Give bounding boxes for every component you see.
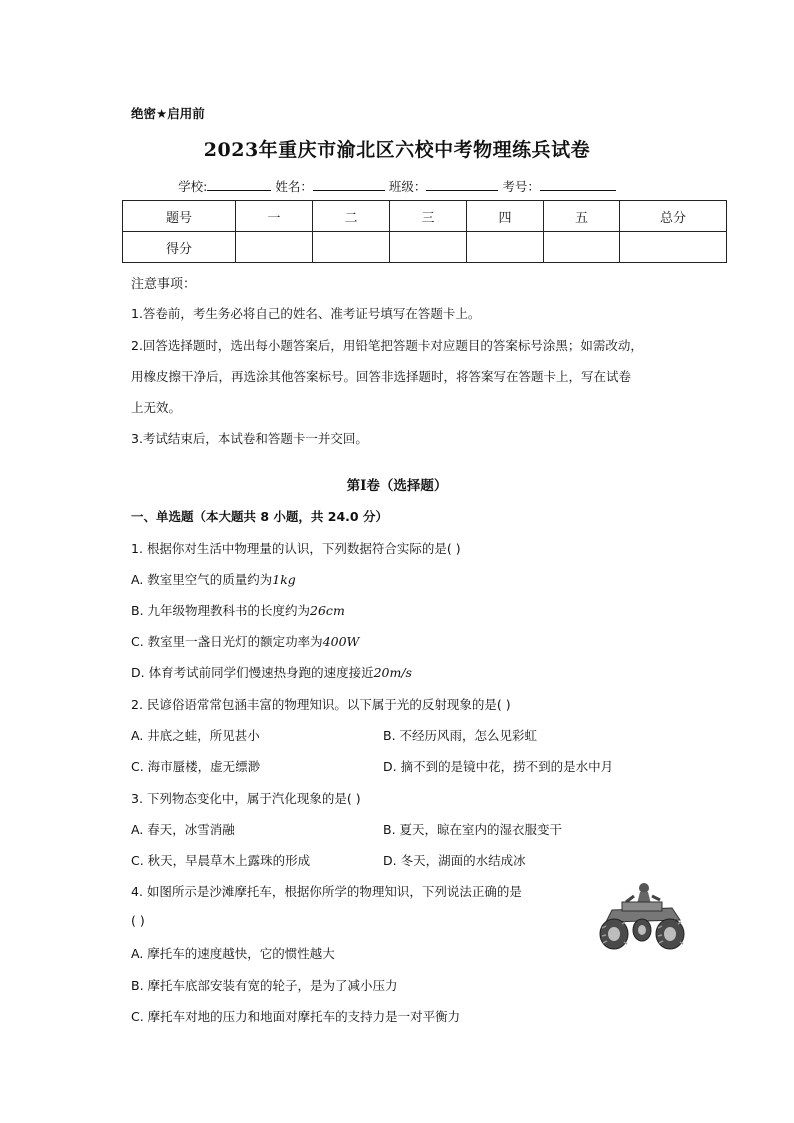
notes-title: 注意事项： — [131, 277, 197, 292]
score-table — [122, 200, 727, 263]
exam-number-label: 考号： — [502, 179, 540, 194]
table-cell: 五 — [544, 201, 620, 232]
option-a[interactable]: A. 摩托车的速度越快，它的惯性越大 — [131, 946, 335, 961]
question-stem: 2. 民谚俗语常常包涵丰富的物理知识。以下属于光的反射现象的是( ) — [131, 697, 511, 712]
confidential-mark: 绝密★启用前 — [131, 106, 205, 121]
table-cell: 总分 — [620, 201, 727, 232]
question-group-title: 一、单选题（本大题共 8 小题，共 24.0 分） — [131, 509, 388, 524]
class-blank[interactable] — [426, 178, 498, 191]
question-stem-continued: ( ) — [131, 913, 145, 928]
option-text: B. 九年级物理教科书的长度约为 — [131, 603, 311, 618]
name-blank[interactable] — [313, 178, 385, 191]
option-c[interactable] — [131, 632, 359, 650]
score-cell[interactable] — [236, 232, 313, 263]
question-stem: 3. 下列物态变化中，属于汽化现象的是( ) — [131, 791, 361, 806]
school-blank[interactable] — [207, 178, 271, 191]
option-d[interactable]: D. 冬天，湖面的水结成冰 — [383, 853, 526, 868]
score-cell[interactable] — [620, 232, 727, 263]
score-cell[interactable] — [313, 232, 390, 263]
question-stem: 1. 根据你对生活中物理量的认识，下列数据符合实际的是( ) — [131, 541, 461, 556]
option-b[interactable]: B. 不经历风雨，怎么见彩虹 — [383, 728, 538, 743]
option-text: A. 教室里空气的质量约为 — [131, 572, 273, 587]
option-value: 1kg — [272, 572, 296, 587]
option-c[interactable]: C. 秋天，早晨草木上露珠的形成 — [131, 853, 311, 868]
option-d[interactable]: D. 摘不到的是镜中花，捞不到的是水中月 — [383, 759, 614, 774]
note-line: 2.回答选择题时，选出每小题答案后，用铅笔把答题卡对应题目的答案标号涂黑；如需改动， — [131, 338, 643, 353]
school-label: 学校: — [178, 179, 208, 194]
question-stem: 4. 如图所示是沙滩摩托车，根据你所学的物理知识，下列说法正确的是 — [131, 884, 522, 899]
option-b[interactable] — [131, 601, 345, 619]
option-value: 26cm — [310, 603, 345, 618]
option-text: C. 教室里一盏日光灯的额定功率为 — [131, 634, 323, 649]
option-value: 20m/s — [373, 665, 412, 680]
option-a[interactable]: A. 春天，冰雪消融 — [131, 822, 235, 837]
option-value: 400W — [322, 634, 360, 649]
option-d[interactable] — [131, 663, 412, 681]
option-a[interactable] — [131, 570, 296, 588]
table-cell: 题号 — [123, 201, 236, 232]
score-table-score-row — [123, 232, 727, 263]
score-cell[interactable] — [467, 232, 544, 263]
table-cell: 得分 — [123, 232, 236, 263]
option-text: D. 体育考试前同学们慢速热身跑的速度接近 — [131, 665, 374, 680]
table-cell: 二 — [313, 201, 390, 232]
option-b[interactable]: B. 夏天，晾在室内的湿衣服变干 — [383, 822, 563, 837]
table-cell: 四 — [467, 201, 544, 232]
table-cell: 三 — [390, 201, 467, 232]
class-label: 班级： — [388, 179, 427, 194]
name-label: 姓名： — [275, 179, 313, 194]
note-line: 1.答卷前，考生务必将自己的姓名、准考证号填写在答题卡上。 — [131, 306, 481, 321]
student-info-line — [0, 177, 794, 195]
score-cell[interactable] — [544, 232, 620, 263]
option-b[interactable]: B. 摩托车底部安装有宽的轮子，是为了减小压力 — [131, 978, 398, 993]
beach-motorcycle-image — [594, 880, 690, 952]
note-line: 3.考试结束后，本试卷和答题卡一并交回。 — [131, 431, 368, 446]
section-title: 第Ⅰ卷（选择题） — [346, 478, 448, 494]
exam-number-blank[interactable] — [540, 178, 616, 191]
score-cell[interactable] — [390, 232, 467, 263]
option-a[interactable]: A. 井底之蛙，所见甚小 — [131, 728, 260, 743]
table-cell: 一 — [236, 201, 313, 232]
option-c[interactable]: C. 海市蜃楼，虚无缥渺 — [131, 759, 261, 774]
exam-title: 2023年重庆市渝北区六校中考物理练兵试卷 — [203, 139, 591, 161]
note-line: 用橡皮擦干净后，再选涂其他答案标号。回答非选择题时，将答案写在答题卡上，写在试卷 — [131, 369, 632, 384]
option-c[interactable]: C. 摩托车对地的压力和地面对摩托车的支持力是一对平衡力 — [131, 1009, 461, 1024]
score-table-header-row — [123, 201, 727, 232]
note-line: 上无效。 — [131, 400, 182, 415]
